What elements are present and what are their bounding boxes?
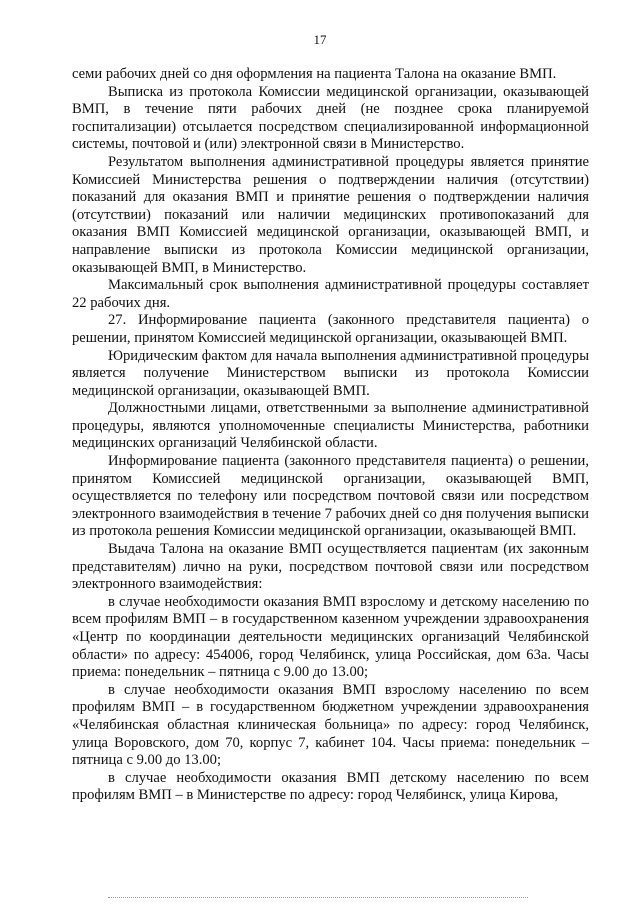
- paragraph: Информирование пациента (законного представителя пациента) о решении, принятом Комиссией медицинской организации, оказывающей ВМП, осуществляется по телефону или посредством почтовой связи или посредством электронного взаимодействия в течение 7 рабочих дней со дня получения выписки из протокола решения Комиссии медицинской организации, оказывающей ВМП.: [72, 453, 589, 540]
- page-number: 17: [313, 32, 327, 47]
- document-body: [72, 66, 589, 805]
- paragraph: семи рабочих дней со дня оформления на пациента Талона на оказание ВМП.: [72, 66, 557, 82]
- paragraph: Максимальный срок выполнения административной процедуры составляет 22 рабочих дня.: [72, 277, 589, 311]
- paragraph: 27. Информирование пациента (законного представителя пациента) о решении, принятом Комиссией медицинской организации, оказывающей ВМП.: [72, 312, 589, 346]
- paragraph: в случае необходимости оказания ВМП взрослому и детскому населению по всем профилям ВМП – в государственном казенном учреждении здравоохранения «Центр по координации деятельности медицинских организаций Челябинской области» по адресу: 454006, город Челябинск, улица Российская, дом 63а. Часы приема: понедельник – пятница с 9.00 до 13.00;: [72, 593, 589, 681]
- paragraph: Результатом выполнения административной процедуры является принятие Комиссией Министерства решения о подтверждении наличия (отсутствии) показаний для оказания ВМП и принятие решения о подтверждении наличия (отсутствии) показаний или наличии медицинских противопоказаний для оказания ВМП Комиссией медицинской организации, оказывающей ВМП, и направление выписки из протокола Комиссии медицинской организации, оказывающей ВМП, в Министерство.: [72, 153, 589, 276]
- paragraph: Юридическим фактом для начала выполнения административной процедуры является получение Министерством выписки из протокола Комиссии медицинской организации, оказывающей ВМП.: [72, 347, 589, 399]
- paragraph: в случае необходимости оказания ВМП взрослому населению по всем профилям ВМП – в государственном бюджетном учреждении здравоохранения «Челябинская областная клиническая больница» по адресу: город Челябинск, улица Воровского, дом 70, корпус 7, кабинет 104. Часы приема: понедельник – пятница с 9.00 до 13.00;: [72, 681, 589, 769]
- paragraph: Выдача Талона на оказание ВМП осуществляется пациентам (их законным представителям) лично на руки, посредством почтовой связи или посредством электронного взаимодействия:: [72, 541, 589, 593]
- paragraph: в случае необходимости оказания ВМП детскому населению по всем профилям ВМП – в Министерстве по адресу: город Челябинск, улица Кирова,: [72, 769, 589, 804]
- paragraph: Выписка из протокола Комиссии медицинской организации, оказывающей ВМП, в течение пяти рабочих дней (не позднее срока планируемой госпитализации) отсылается посредством специализированной информационной системы, почтовой и (или) электронной связи в Министерство.: [72, 83, 589, 153]
- scan-edge-line: [108, 897, 528, 899]
- paragraph: Должностными лицами, ответственными за выполнение административной процедуры, являются уполномоченные специалисты Министерства, работники медицинских организаций Челябинской области.: [72, 400, 589, 452]
